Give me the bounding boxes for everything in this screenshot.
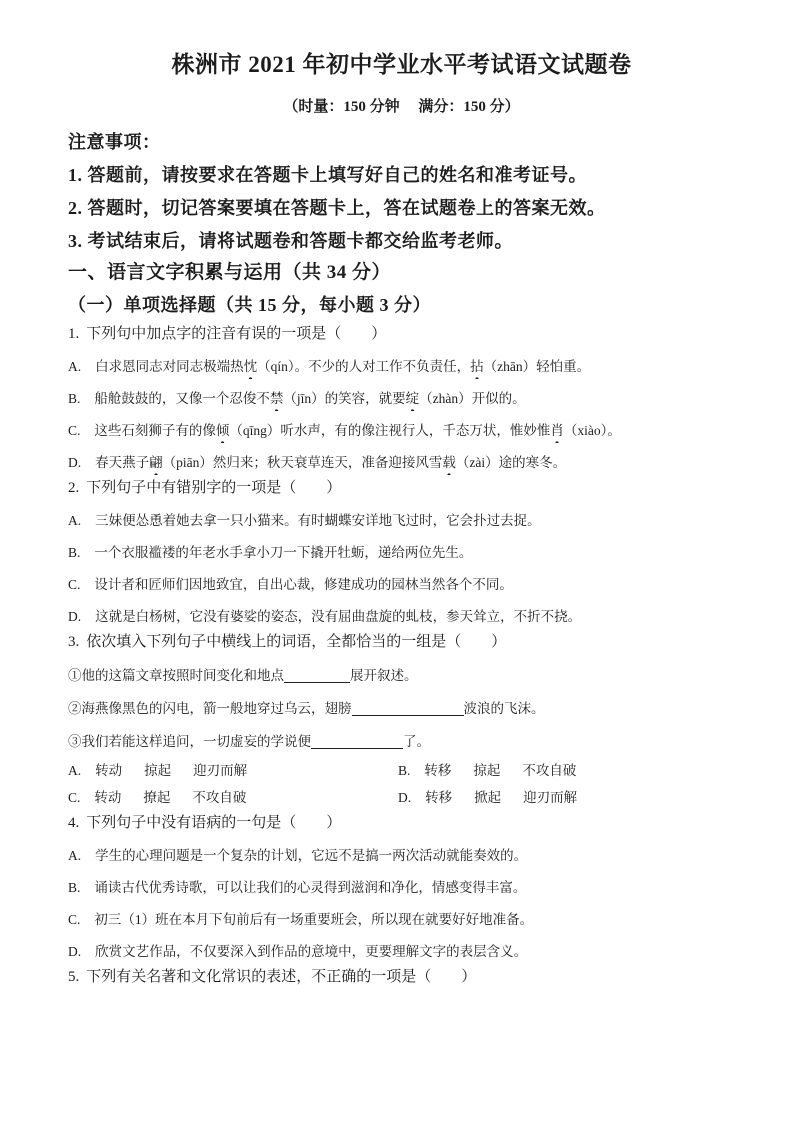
option-word: 撩起: [143, 790, 171, 805]
option-text: 学生的心理问题是一个复杂的计划，它远不是搞一两次活动就能奏效的。: [95, 848, 528, 863]
exam-meta: （时量：150 分钟 满分：150 分）: [283, 99, 520, 115]
question-4-option-b: [68, 879, 735, 897]
option-word: 不攻自破: [192, 790, 247, 805]
option-label: D.: [398, 790, 412, 805]
option-label: C.: [68, 790, 81, 805]
text-run: （zhān）轻怕重。: [483, 359, 591, 374]
question-3-subitem-1: [68, 667, 735, 685]
text-run: （qín）。不少的人对工作不负责任，: [257, 359, 471, 374]
option-words: [425, 790, 577, 805]
option-text: 设计者和匠师们因地致宜，自出心裁，修建成功的园林当然各个不同。: [94, 577, 513, 592]
page-title: 株洲市 2021 年初中学业水平考试语文试题卷: [171, 52, 632, 77]
question-3-stem: [68, 632, 735, 652]
question-2-option-d: [68, 608, 735, 626]
question-2: [68, 478, 735, 626]
text-run: （piān）然归来；秋天衰草连天，准备迎接风雪: [162, 455, 443, 470]
option-text: [94, 391, 525, 411]
emphasized-char: 拈: [470, 359, 484, 379]
option-word: 转动: [95, 763, 123, 778]
option-word: 掠起: [473, 763, 501, 778]
option-label: D.: [68, 609, 82, 624]
question-3-option-c: [68, 789, 398, 807]
option-word: 掀起: [474, 790, 502, 805]
question-2-option-a: [68, 512, 735, 530]
option-word: 掠起: [144, 763, 172, 778]
question-1-option-b: [68, 390, 735, 408]
text-run: 白求恩同志对同志极端热: [95, 359, 244, 374]
question-4-option-c: [68, 911, 735, 929]
text-run: 船舱鼓鼓的，又像一个忍俊不: [94, 391, 270, 406]
option-word: 迎刃而解: [523, 790, 578, 805]
option-text: 初三（1）班在本月下旬前后有一场重要班会，所以现在就要好好地准备。: [94, 912, 534, 927]
option-label: D.: [68, 455, 82, 470]
question-2-option-b: [68, 544, 735, 562]
text-run: 波浪的飞沫。: [463, 701, 545, 716]
option-text: 这就是白杨树，它没有婆娑的姿态，没有屈曲盘旋的虬枝，参天耸立，不折不挠。: [95, 609, 582, 624]
option-label: B.: [398, 763, 411, 778]
option-text: [95, 359, 590, 379]
question-stem-text: 依次填入下列句子中横线上的词语，全都恰当的一组是（ ）: [86, 634, 507, 650]
option-word: 不攻自破: [522, 763, 577, 778]
question-1: [68, 324, 735, 472]
emphasized-char: 翩: [149, 455, 163, 475]
blank-line: [284, 671, 350, 683]
question-4: [68, 813, 735, 961]
notice-item-1: 1. 答题前，请按要求在答题卡上填写好自己的姓名和准考证号。: [68, 165, 587, 185]
option-label: B.: [68, 545, 81, 560]
notice-item-3: 3. 考试结束后，请将试题卷和答题卡都交给监考老师。: [68, 231, 513, 251]
blank-line: [352, 704, 464, 716]
option-words: [95, 763, 247, 778]
option-word: 转移: [424, 763, 452, 778]
text-run: ①他的这篇文章按照时间变化和地点: [68, 668, 284, 683]
question-2-option-c: [68, 576, 735, 594]
question-4-option-d: [68, 943, 735, 961]
option-text: 一个衣服褴褛的年老水手拿小刀一下撬开牡蛎，递给两位先生。: [94, 545, 473, 560]
question-stem-text: 下列句子中有错别字的一项是（ ）: [86, 480, 342, 496]
option-text: 三妹便怂恿着她去拿一只小猫来。有时蝴蝶安详地飞过时，它会扑过去捉。: [95, 513, 541, 528]
option-text: [94, 423, 621, 443]
emphasized-char: 倾: [216, 423, 230, 443]
notice-item-2: 2. 答题时，切记答案要填在答题卡上，答在试题卷上的答案无效。: [68, 198, 606, 218]
emphasized-char: 忱: [244, 359, 258, 379]
option-text: [95, 455, 566, 475]
option-words: [94, 790, 246, 805]
option-words: [424, 763, 576, 778]
text-run: （jīn）的笑容，就要: [283, 391, 406, 406]
question-1-option-d: [68, 454, 735, 472]
blank-line: [311, 737, 403, 749]
question-number: 2.: [68, 480, 80, 496]
question-3: [68, 632, 735, 807]
question-3-subitem-3: [68, 733, 735, 751]
option-label: D.: [68, 944, 82, 959]
emphasized-char: 肖: [550, 423, 564, 443]
text-run: （zhàn）开似的。: [419, 391, 526, 406]
question-1-option-a: [68, 358, 735, 376]
emphasized-char: 绽: [406, 391, 420, 411]
option-label: B.: [68, 391, 81, 406]
question-number: 1.: [68, 326, 80, 342]
option-word: 转移: [425, 790, 453, 805]
question-number: 5.: [68, 969, 80, 985]
question-2-stem: [68, 478, 735, 498]
question-stem-text: 下列有关名著和文化常识的表述，不正确的一项是（ ）: [86, 969, 477, 985]
question-3-option-a: [68, 762, 398, 780]
text-run: 了。: [403, 734, 430, 749]
option-label: A.: [68, 848, 82, 863]
question-1-stem: [68, 324, 735, 344]
option-label: C.: [68, 423, 81, 438]
option-word: 转动: [94, 790, 122, 805]
text-run: 展开叙述。: [350, 668, 418, 683]
question-stem-text: 下列句中加点字的注音有误的一项是（ ）: [86, 326, 387, 342]
option-text: 欣赏文艺作品，不仅要深入到作品的意境中，更要理解文字的表层含义。: [95, 944, 528, 959]
text-run: （xiào）。: [563, 423, 621, 438]
text-run: ③我们若能这样追问，一切虚妄的学说便: [68, 734, 311, 749]
question-5-stem: [68, 967, 735, 987]
question-3-option-d: [398, 789, 577, 807]
text-run: （zài）途的寒冬。: [455, 455, 567, 470]
option-label: C.: [68, 577, 81, 592]
question-5: [68, 967, 735, 987]
question-3-option-row-2: [68, 789, 735, 807]
option-label: B.: [68, 880, 81, 895]
question-3-option-b: [398, 762, 576, 780]
emphasized-char: 载: [442, 455, 456, 475]
question-3-subitem-2: [68, 700, 735, 718]
option-word: 迎刃而解: [193, 763, 248, 778]
question-3-option-row-1: [68, 762, 735, 780]
option-label: A.: [68, 359, 82, 374]
emphasized-char: 禁: [270, 391, 284, 411]
text-run: （qīng）听水声，有的像注视行人，千态万状，惟妙惟: [229, 423, 551, 438]
option-label: A.: [68, 763, 82, 778]
question-4-stem: [68, 813, 735, 833]
section-heading: 一、语言文字积累与运用（共 34 分）: [68, 262, 392, 283]
option-text: 诵读古代优秀诗歌，可以让我们的心灵得到滋润和净化，情感变得丰富。: [94, 880, 527, 895]
question-number: 3.: [68, 634, 80, 650]
text-run: 春天燕子: [95, 455, 150, 470]
question-stem-text: 下列句子中没有语病的一句是（ ）: [86, 815, 342, 831]
option-label: C.: [68, 912, 81, 927]
subsection-heading: （一）单项选择题（共 15 分，每小题 3 分）: [68, 295, 431, 315]
option-label: A.: [68, 513, 82, 528]
question-1-option-c: [68, 422, 735, 440]
notice-heading: 注意事项：: [68, 132, 161, 152]
question-number: 4.: [68, 815, 80, 831]
text-run: ②海燕像黑色的闪电，箭一般地穿过乌云，翅膀: [68, 701, 352, 716]
text-run: 这些石刻狮子有的像: [94, 423, 216, 438]
question-4-option-a: [68, 847, 735, 865]
